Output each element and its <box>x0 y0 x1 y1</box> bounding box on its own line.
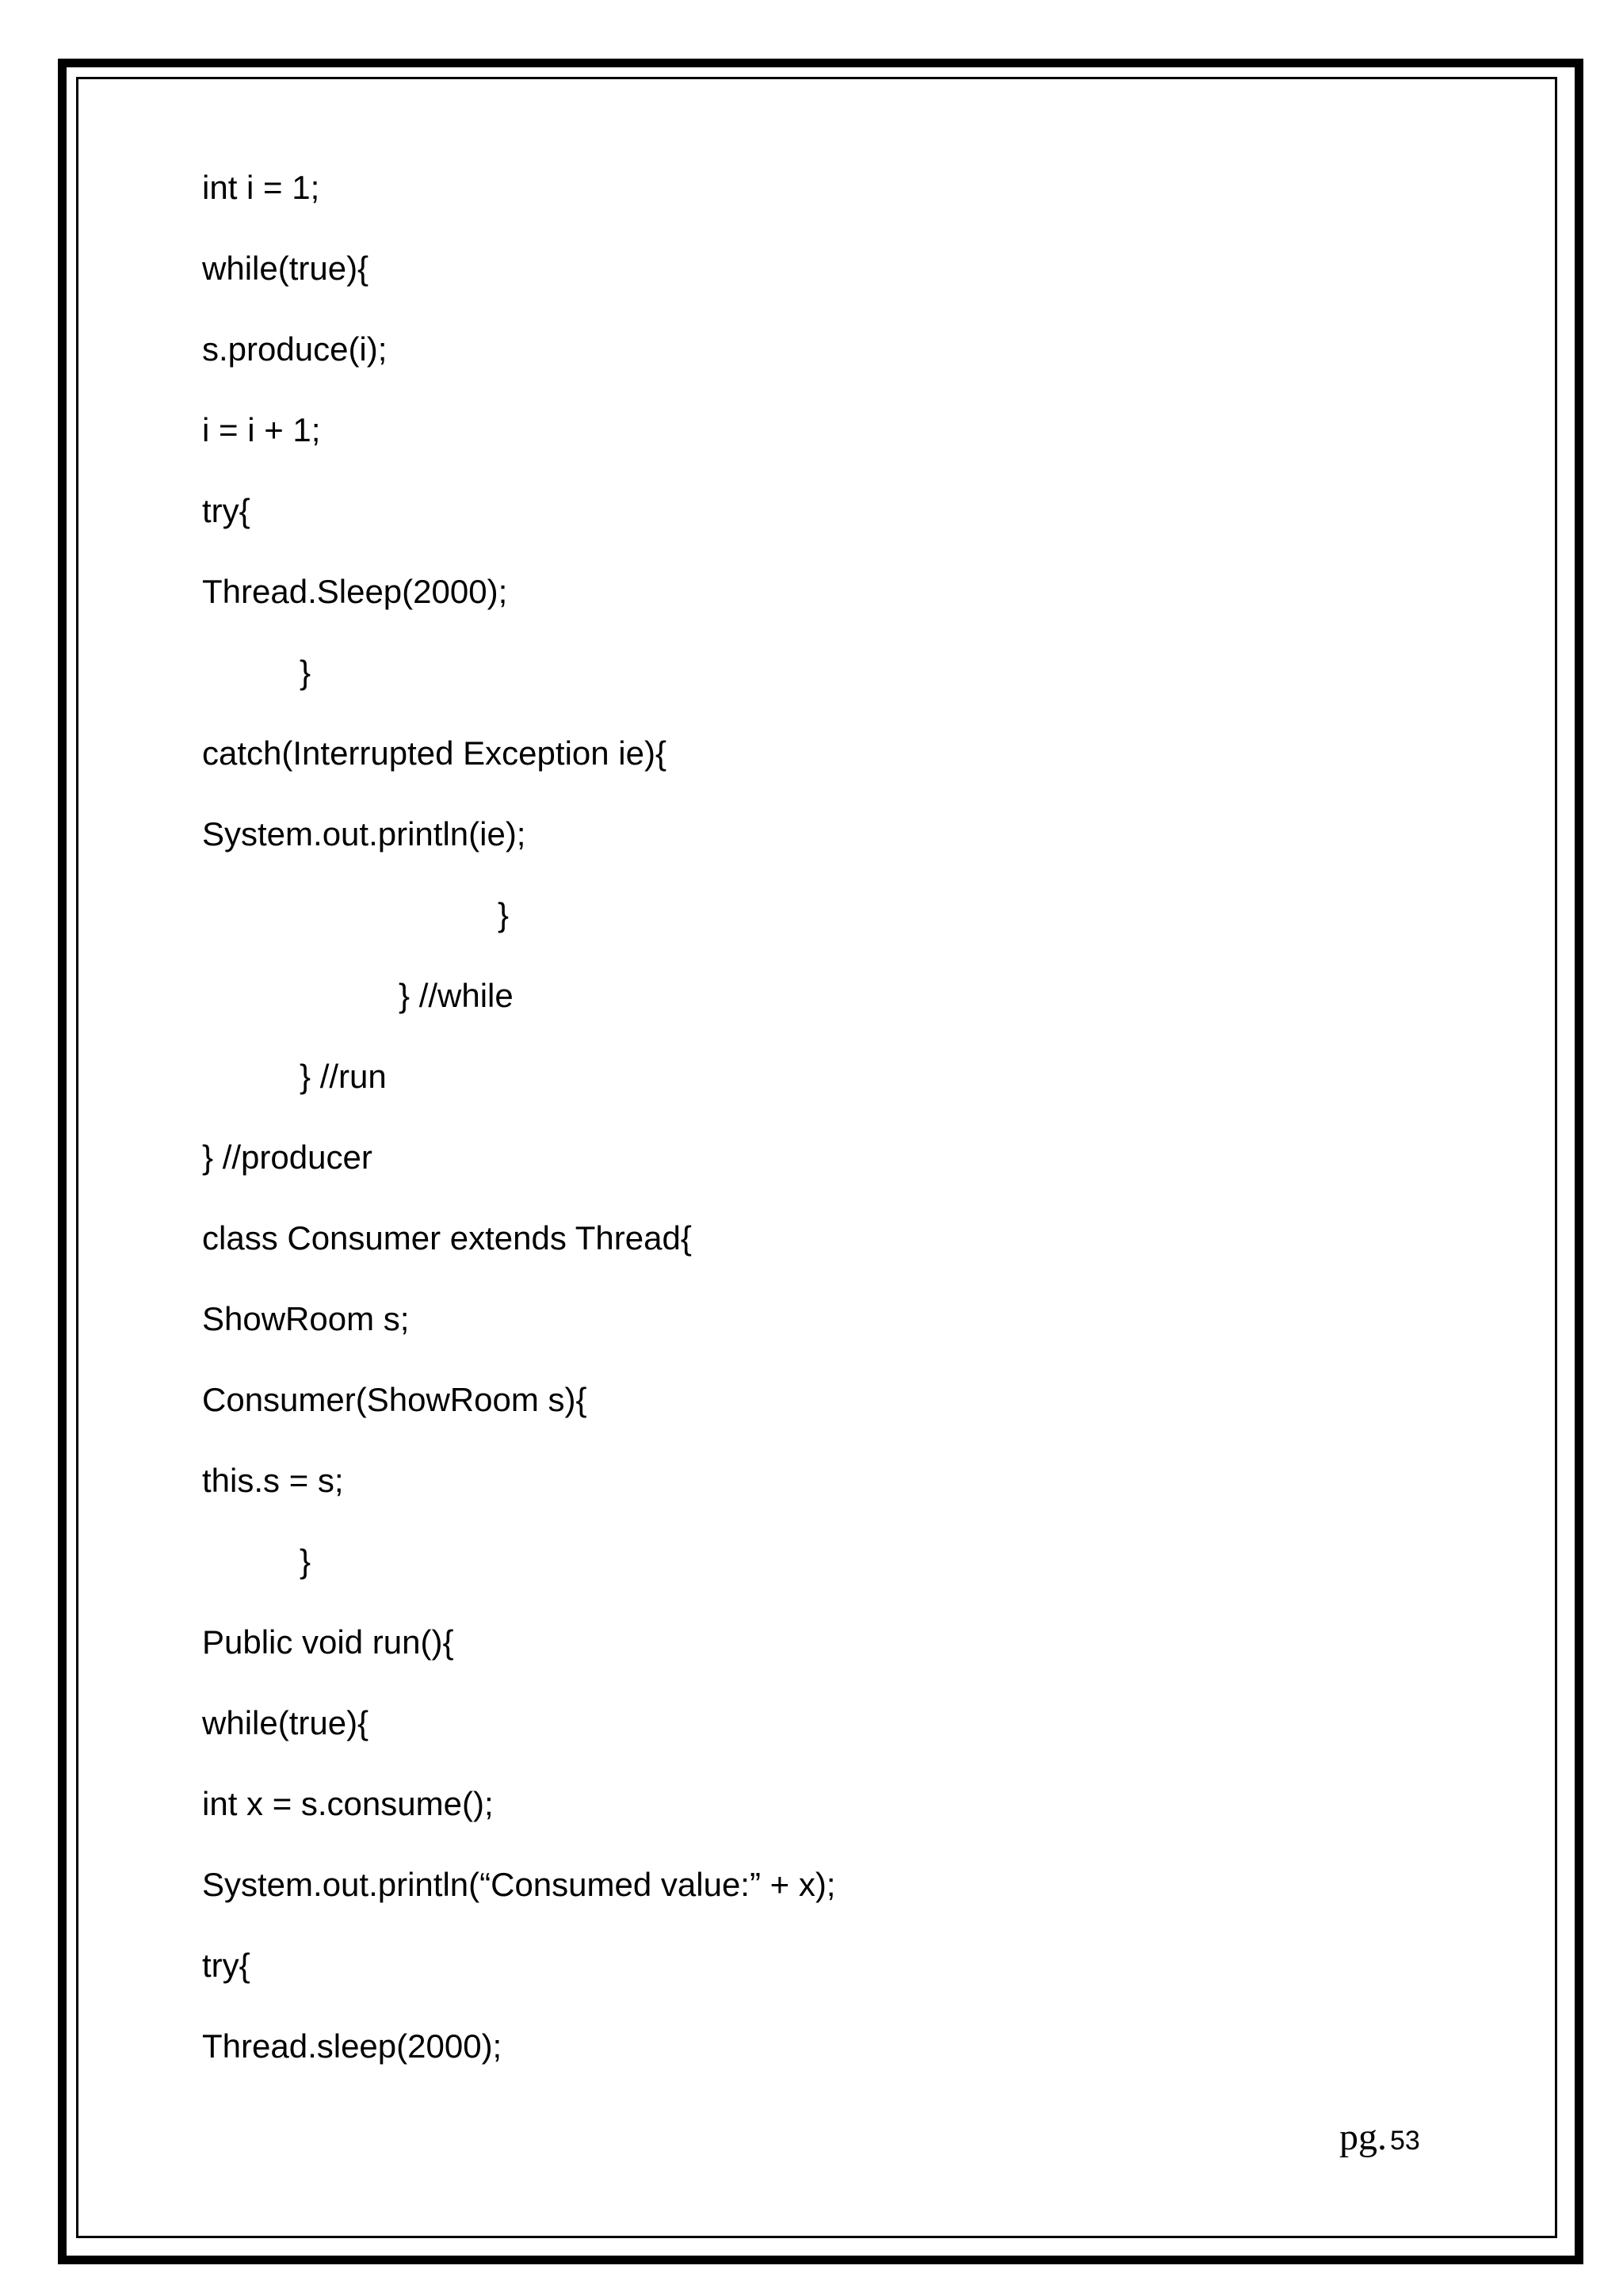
code-line: } //run <box>300 1058 387 1095</box>
page-number: 53 <box>1390 2126 1420 2156</box>
code-line: } //while <box>399 977 514 1014</box>
code-line: ShowRoom s; <box>202 1300 410 1337</box>
page-footer <box>1339 2115 1420 2159</box>
code-line: Public void run(){ <box>202 1623 454 1661</box>
code-line: int i = 1; <box>202 169 320 206</box>
code-line: Thread.sleep(2000); <box>202 2027 502 2065</box>
code-line: } <box>300 1543 311 1580</box>
code-line: int x = s.consume(); <box>202 1785 494 1822</box>
code-line: i = i + 1; <box>202 411 321 448</box>
code-line: Thread.Sleep(2000); <box>202 573 508 610</box>
code-line: } //producer <box>202 1138 372 1176</box>
code-line: catch(Interrupted Exception ie){ <box>202 734 666 772</box>
code-line: } <box>300 654 311 691</box>
code-line: class Consumer extends Thread{ <box>202 1219 692 1257</box>
code-line: try{ <box>202 1947 250 1984</box>
page-label: pg. <box>1339 2116 1387 2158</box>
code-line: try{ <box>202 492 250 529</box>
code-line: s.produce(i); <box>202 330 388 368</box>
code-line: this.s = s; <box>202 1462 344 1499</box>
code-line: while(true){ <box>202 250 369 287</box>
code-line: } <box>498 896 510 933</box>
code-line: System.out.println(ie); <box>202 815 526 852</box>
code-line: while(true){ <box>202 1704 369 1741</box>
code-line: Consumer(ShowRoom s){ <box>202 1381 587 1418</box>
code-line: System.out.println(“Consumed value:” + x); <box>202 1866 836 1903</box>
